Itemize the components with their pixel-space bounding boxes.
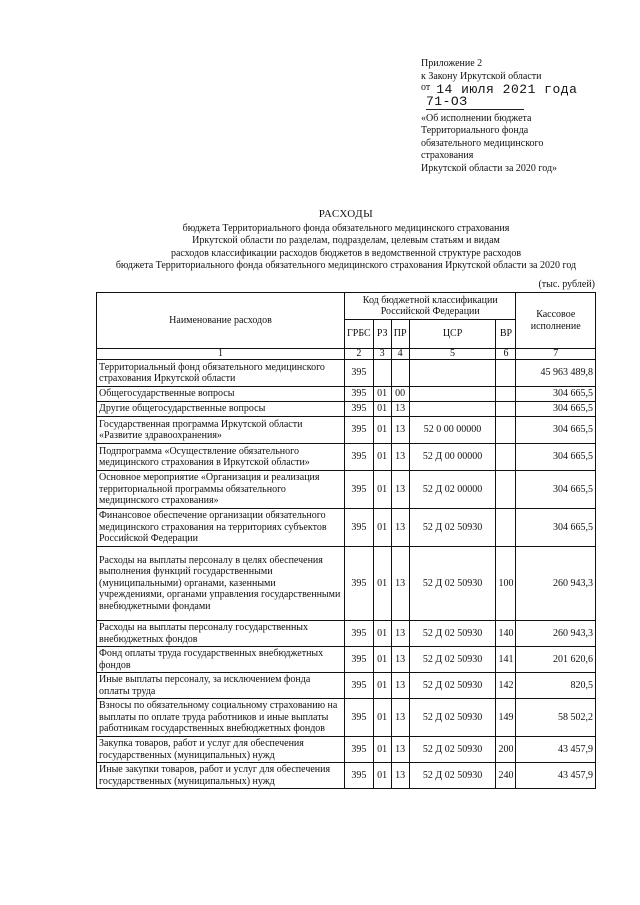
cell-pr: 13 <box>391 763 409 789</box>
table-header <box>97 293 596 360</box>
expenses-table <box>96 292 596 789</box>
cell-amount: 304 665,5 <box>516 509 596 547</box>
cell-name: Расходы на выплаты персоналу в целях обеспечения выполнения функций государственными (муниципальными) органами, казенными учреждениями, органами управления государственными внебюджетными фондами <box>97 547 345 621</box>
document-heading <box>96 208 596 273</box>
cell-pr: 13 <box>391 402 409 417</box>
cell-amount: 43 457,9 <box>516 763 596 789</box>
cell-grbs: 395 <box>345 402 374 417</box>
law-subject-line: Иркутской области за 2020 год» <box>421 162 558 174</box>
cell-csr: 52 Д 02 50930 <box>409 547 496 621</box>
cell-pr: 00 <box>391 387 409 402</box>
cell-grbs: 395 <box>345 621 374 647</box>
header-csr: ЦСР <box>409 320 496 349</box>
cell-grbs: 395 <box>345 360 374 387</box>
table-row <box>97 673 596 699</box>
table-row <box>97 547 596 621</box>
cell-pr: 13 <box>391 417 409 444</box>
units-label: (тыс. рублей) <box>538 279 595 290</box>
header-vr: ВР <box>496 320 516 349</box>
cell-vr: 142 <box>496 673 516 699</box>
column-index: 6 <box>496 349 516 360</box>
cell-rz: 01 <box>373 673 391 699</box>
cell-csr: 52 Д 02 50930 <box>409 621 496 647</box>
cell-grbs: 395 <box>345 699 374 737</box>
cell-rz: 01 <box>373 444 391 471</box>
cell-vr: 141 <box>496 647 516 673</box>
cell-name: Фонд оплаты труда государственных внебюджетных фондов <box>97 647 345 673</box>
cell-name: Другие общегосударственные вопросы <box>97 402 345 417</box>
cell-vr <box>496 387 516 402</box>
cell-csr <box>409 402 496 417</box>
table-row <box>97 737 596 763</box>
table-row <box>97 647 596 673</box>
cell-vr <box>496 444 516 471</box>
cell-grbs: 395 <box>345 509 374 547</box>
cell-vr <box>496 471 516 509</box>
cell-pr: 13 <box>391 547 409 621</box>
cell-amount: 820,5 <box>516 673 596 699</box>
cell-amount: 58 502,2 <box>516 699 596 737</box>
cell-amount: 304 665,5 <box>516 471 596 509</box>
cell-rz: 01 <box>373 471 391 509</box>
cell-name: Государственная программа Иркутской области «Развитие здравоохранения» <box>97 417 345 444</box>
table-row <box>97 471 596 509</box>
cell-grbs: 395 <box>345 647 374 673</box>
cell-name: Иные закупки товаров, работ и услуг для обеспечения государственных (муниципальных) нужд <box>97 763 345 789</box>
cell-amount: 260 943,3 <box>516 547 596 621</box>
cell-grbs: 395 <box>345 547 374 621</box>
cell-csr: 52 Д 02 00000 <box>409 471 496 509</box>
cell-name: Иные выплаты персоналу, за исключением фонда оплаты труда <box>97 673 345 699</box>
cell-csr: 52 Д 02 50930 <box>409 647 496 673</box>
cell-csr: 52 Д 02 50930 <box>409 763 496 789</box>
heading-line: бюджета Территориального фонда обязательного медицинского страхования <box>182 222 510 234</box>
cell-name: Подпрограмма «Осуществление обязательного медицинского страхования в Иркутской области» <box>97 444 345 471</box>
cell-pr: 13 <box>391 471 409 509</box>
cell-vr: 140 <box>496 621 516 647</box>
cell-amount: 260 943,3 <box>516 621 596 647</box>
cell-amount: 43 457,9 <box>516 737 596 763</box>
cell-rz: 01 <box>373 737 391 763</box>
header-amount: Кассовое исполнение <box>516 293 596 349</box>
law-reference: к Закону Иркутской области <box>421 70 542 82</box>
cell-csr <box>409 360 496 387</box>
cell-name: Расходы на выплаты персоналу государственных внебюджетных фондов <box>97 621 345 647</box>
law-subject <box>421 113 621 176</box>
table-body <box>97 360 596 789</box>
cell-vr <box>496 402 516 417</box>
header-pr: ПР <box>391 320 409 349</box>
cell-amount: 304 665,5 <box>516 402 596 417</box>
cell-name: Общегосударственные вопросы <box>97 387 345 402</box>
cell-grbs: 395 <box>345 444 374 471</box>
cell-rz: 01 <box>373 402 391 417</box>
column-index: 3 <box>373 349 391 360</box>
cell-name: Территориальный фонд обязательного медицинского страхования Иркутской области <box>97 360 345 387</box>
table-row <box>97 699 596 737</box>
cell-name: Взносы по обязательному социальному страхованию на выплаты по оплате труда работников и иные выплаты работникам государственных внебюджетных фондов <box>97 699 345 737</box>
table-row <box>97 417 596 444</box>
cell-pr: 13 <box>391 621 409 647</box>
cell-vr: 200 <box>496 737 516 763</box>
cell-vr: 100 <box>496 547 516 621</box>
law-date: 14 июля 2021 года <box>436 82 578 97</box>
from-prefix: от <box>421 82 431 93</box>
table-row <box>97 509 596 547</box>
cell-vr: 240 <box>496 763 516 789</box>
header-grbs: ГРБС <box>345 320 374 349</box>
cell-rz: 01 <box>373 547 391 621</box>
column-index-row <box>97 349 596 360</box>
cell-grbs: 395 <box>345 471 374 509</box>
appendix-label: Приложение 2 <box>421 58 483 69</box>
law-subject-line: обязательного медицинского <box>421 137 544 149</box>
cell-grbs: 395 <box>345 417 374 444</box>
cell-name: Финансовое обеспечение организации обязательного медицинского страхования на территориях субъектов Российской Федерации <box>97 509 345 547</box>
cell-grbs: 395 <box>345 737 374 763</box>
cell-rz: 01 <box>373 509 391 547</box>
cell-pr: 13 <box>391 737 409 763</box>
table-row <box>97 444 596 471</box>
cell-rz: 01 <box>373 387 391 402</box>
column-index: 5 <box>409 349 496 360</box>
cell-vr <box>496 360 516 387</box>
law-subject-line: Территориального фонда <box>421 125 529 136</box>
cell-amount: 304 665,5 <box>516 417 596 444</box>
table-row <box>97 763 596 789</box>
header-rz: РЗ <box>373 320 391 349</box>
cell-rz: 01 <box>373 763 391 789</box>
cell-name: Основное мероприятие «Организация и реализация территориальной программы обязательного медицинского страхования» <box>97 471 345 509</box>
cell-grbs: 395 <box>345 673 374 699</box>
cell-csr: 52 Д 02 50930 <box>409 699 496 737</box>
table-row <box>97 621 596 647</box>
column-index: 2 <box>345 349 374 360</box>
table-row <box>97 387 596 402</box>
document-title: РАСХОДЫ <box>318 208 374 220</box>
appendix-block <box>421 58 621 175</box>
heading-line: расходов классификации расходов бюджетов в ведомственной структуре расходов <box>170 247 522 259</box>
cell-pr: 13 <box>391 647 409 673</box>
heading-line: Иркутской области по разделам, подразделам, целевым статьям и видам <box>192 235 500 246</box>
cell-rz: 01 <box>373 699 391 737</box>
law-subject-line: «Об исполнении бюджета <box>421 112 532 124</box>
cell-grbs: 395 <box>345 763 374 789</box>
column-index: 1 <box>97 349 345 360</box>
cell-pr <box>391 360 409 387</box>
table-row <box>97 402 596 417</box>
table-row <box>97 360 596 387</box>
cell-csr: 52 Д 02 50930 <box>409 673 496 699</box>
cell-pr: 13 <box>391 673 409 699</box>
cell-amount: 304 665,5 <box>516 444 596 471</box>
cell-rz: 01 <box>373 647 391 673</box>
cell-csr: 52 0 00 00000 <box>409 417 496 444</box>
cell-rz: 01 <box>373 417 391 444</box>
cell-vr <box>496 509 516 547</box>
header-code-group: Код бюджетной классификации Российской Федерации <box>345 293 516 320</box>
column-index: 7 <box>516 349 596 360</box>
cell-amount: 201 620,6 <box>516 647 596 673</box>
cell-rz <box>373 360 391 387</box>
cell-grbs: 395 <box>345 387 374 402</box>
cell-csr <box>409 387 496 402</box>
heading-line: бюджета Территориального фонда обязательного медицинского страхования Иркутской области за 2020 год <box>115 260 577 271</box>
column-index: 4 <box>391 349 409 360</box>
cell-name: Закупка товаров, работ и услуг для обеспечения государственных (муниципальных) нужд <box>97 737 345 763</box>
cell-rz: 01 <box>373 621 391 647</box>
cell-csr: 52 Д 02 50930 <box>409 509 496 547</box>
cell-vr: 149 <box>496 699 516 737</box>
cell-csr: 52 Д 00 00000 <box>409 444 496 471</box>
cell-amount: 45 963 489,8 <box>516 360 596 387</box>
cell-amount: 304 665,5 <box>516 387 596 402</box>
cell-vr <box>496 417 516 444</box>
cell-csr: 52 Д 02 50930 <box>409 737 496 763</box>
law-number: 71-ОЗ <box>426 93 468 109</box>
cell-pr: 13 <box>391 699 409 737</box>
cell-pr: 13 <box>391 444 409 471</box>
header-name: Наименование расходов <box>97 293 345 349</box>
cell-pr: 13 <box>391 509 409 547</box>
law-subject-line: страхования <box>421 150 474 161</box>
